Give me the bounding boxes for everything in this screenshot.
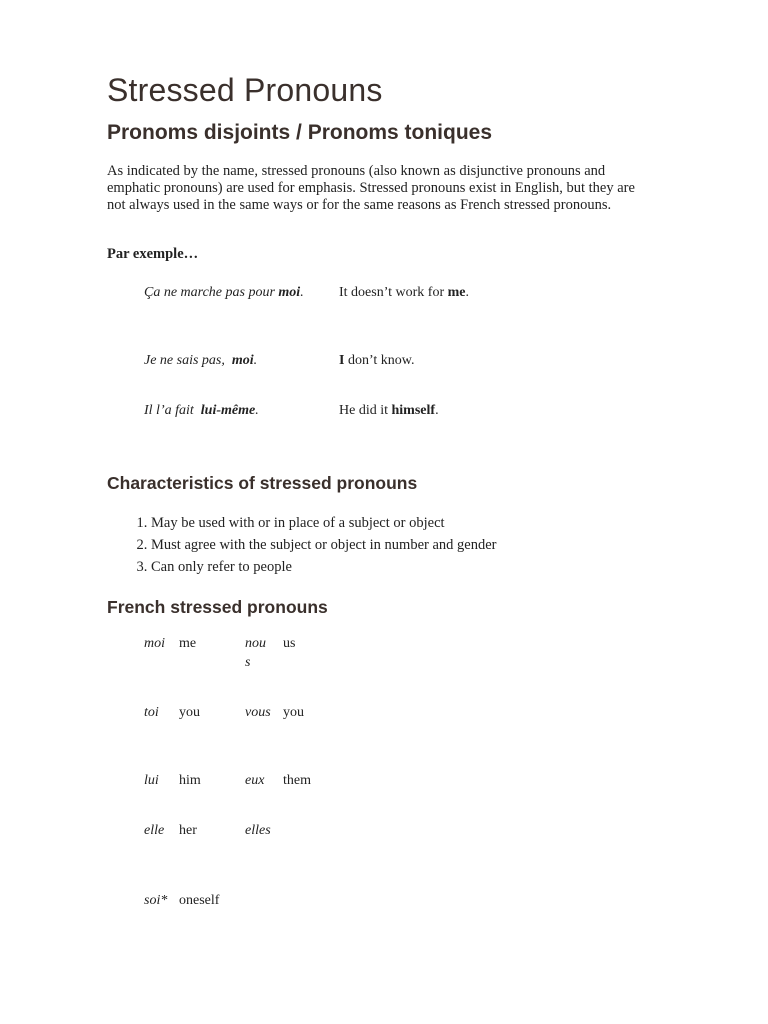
table-cell-french: elles [245, 823, 271, 838]
table-cell-english: her [179, 823, 197, 838]
table-cell-english: oneself [179, 893, 220, 908]
example-english: It doesn’t work for me. [339, 285, 469, 300]
table-cell-french: lui [144, 773, 159, 788]
table-cell-french: toi [144, 705, 159, 720]
table-cell-english: us [283, 636, 296, 651]
table-cell-french: vous [245, 705, 271, 720]
list-item: 2. Must agree with the subject or object in number and gender [151, 534, 711, 556]
intro-paragraph: As indicated by the name, stressed pronouns (also known as disjunctive pronouns and emphatic pronouns) are used for emphasis. Stressed pronouns exist in English, but they are not always used in the same ways or for the same reasons as French stressed pronouns. [107, 163, 635, 213]
example-french: Il l’a fait lui-même. [144, 403, 259, 418]
table-cell-french: nous [245, 636, 266, 670]
list-item: 3. Can only refer to people [151, 556, 711, 578]
example-french: Je ne sais pas, moi. [144, 353, 258, 368]
examples-label: Par exemple… [107, 246, 199, 262]
page-title: Stressed Pronouns [107, 72, 383, 108]
example-english: I don’t know. [339, 353, 415, 368]
table-cell-french: elle [144, 823, 165, 838]
pronouns-heading: French stressed pronouns [107, 597, 328, 617]
table-cell-english: them [283, 773, 311, 788]
table-cell-english: you [179, 705, 200, 720]
characteristics-heading: Characteristics of stressed pronouns [107, 473, 418, 493]
example-english: He did it himself. [339, 403, 439, 418]
table-cell-french: moi [144, 636, 165, 651]
table-cell-english: him [179, 773, 201, 788]
characteristics-list [107, 512, 711, 578]
example-french: Ça ne marche pas pour moi. [144, 285, 304, 300]
table-cell-english: you [283, 705, 304, 720]
table-cell-english: me [179, 636, 197, 651]
table-cell-french: eux [245, 773, 265, 788]
page-subtitle: Pronoms disjoints / Pronoms toniques [107, 121, 493, 144]
list-item: 1. May be used with or in place of a subject or object [151, 512, 711, 534]
table-cell-french: soi* [144, 893, 168, 908]
